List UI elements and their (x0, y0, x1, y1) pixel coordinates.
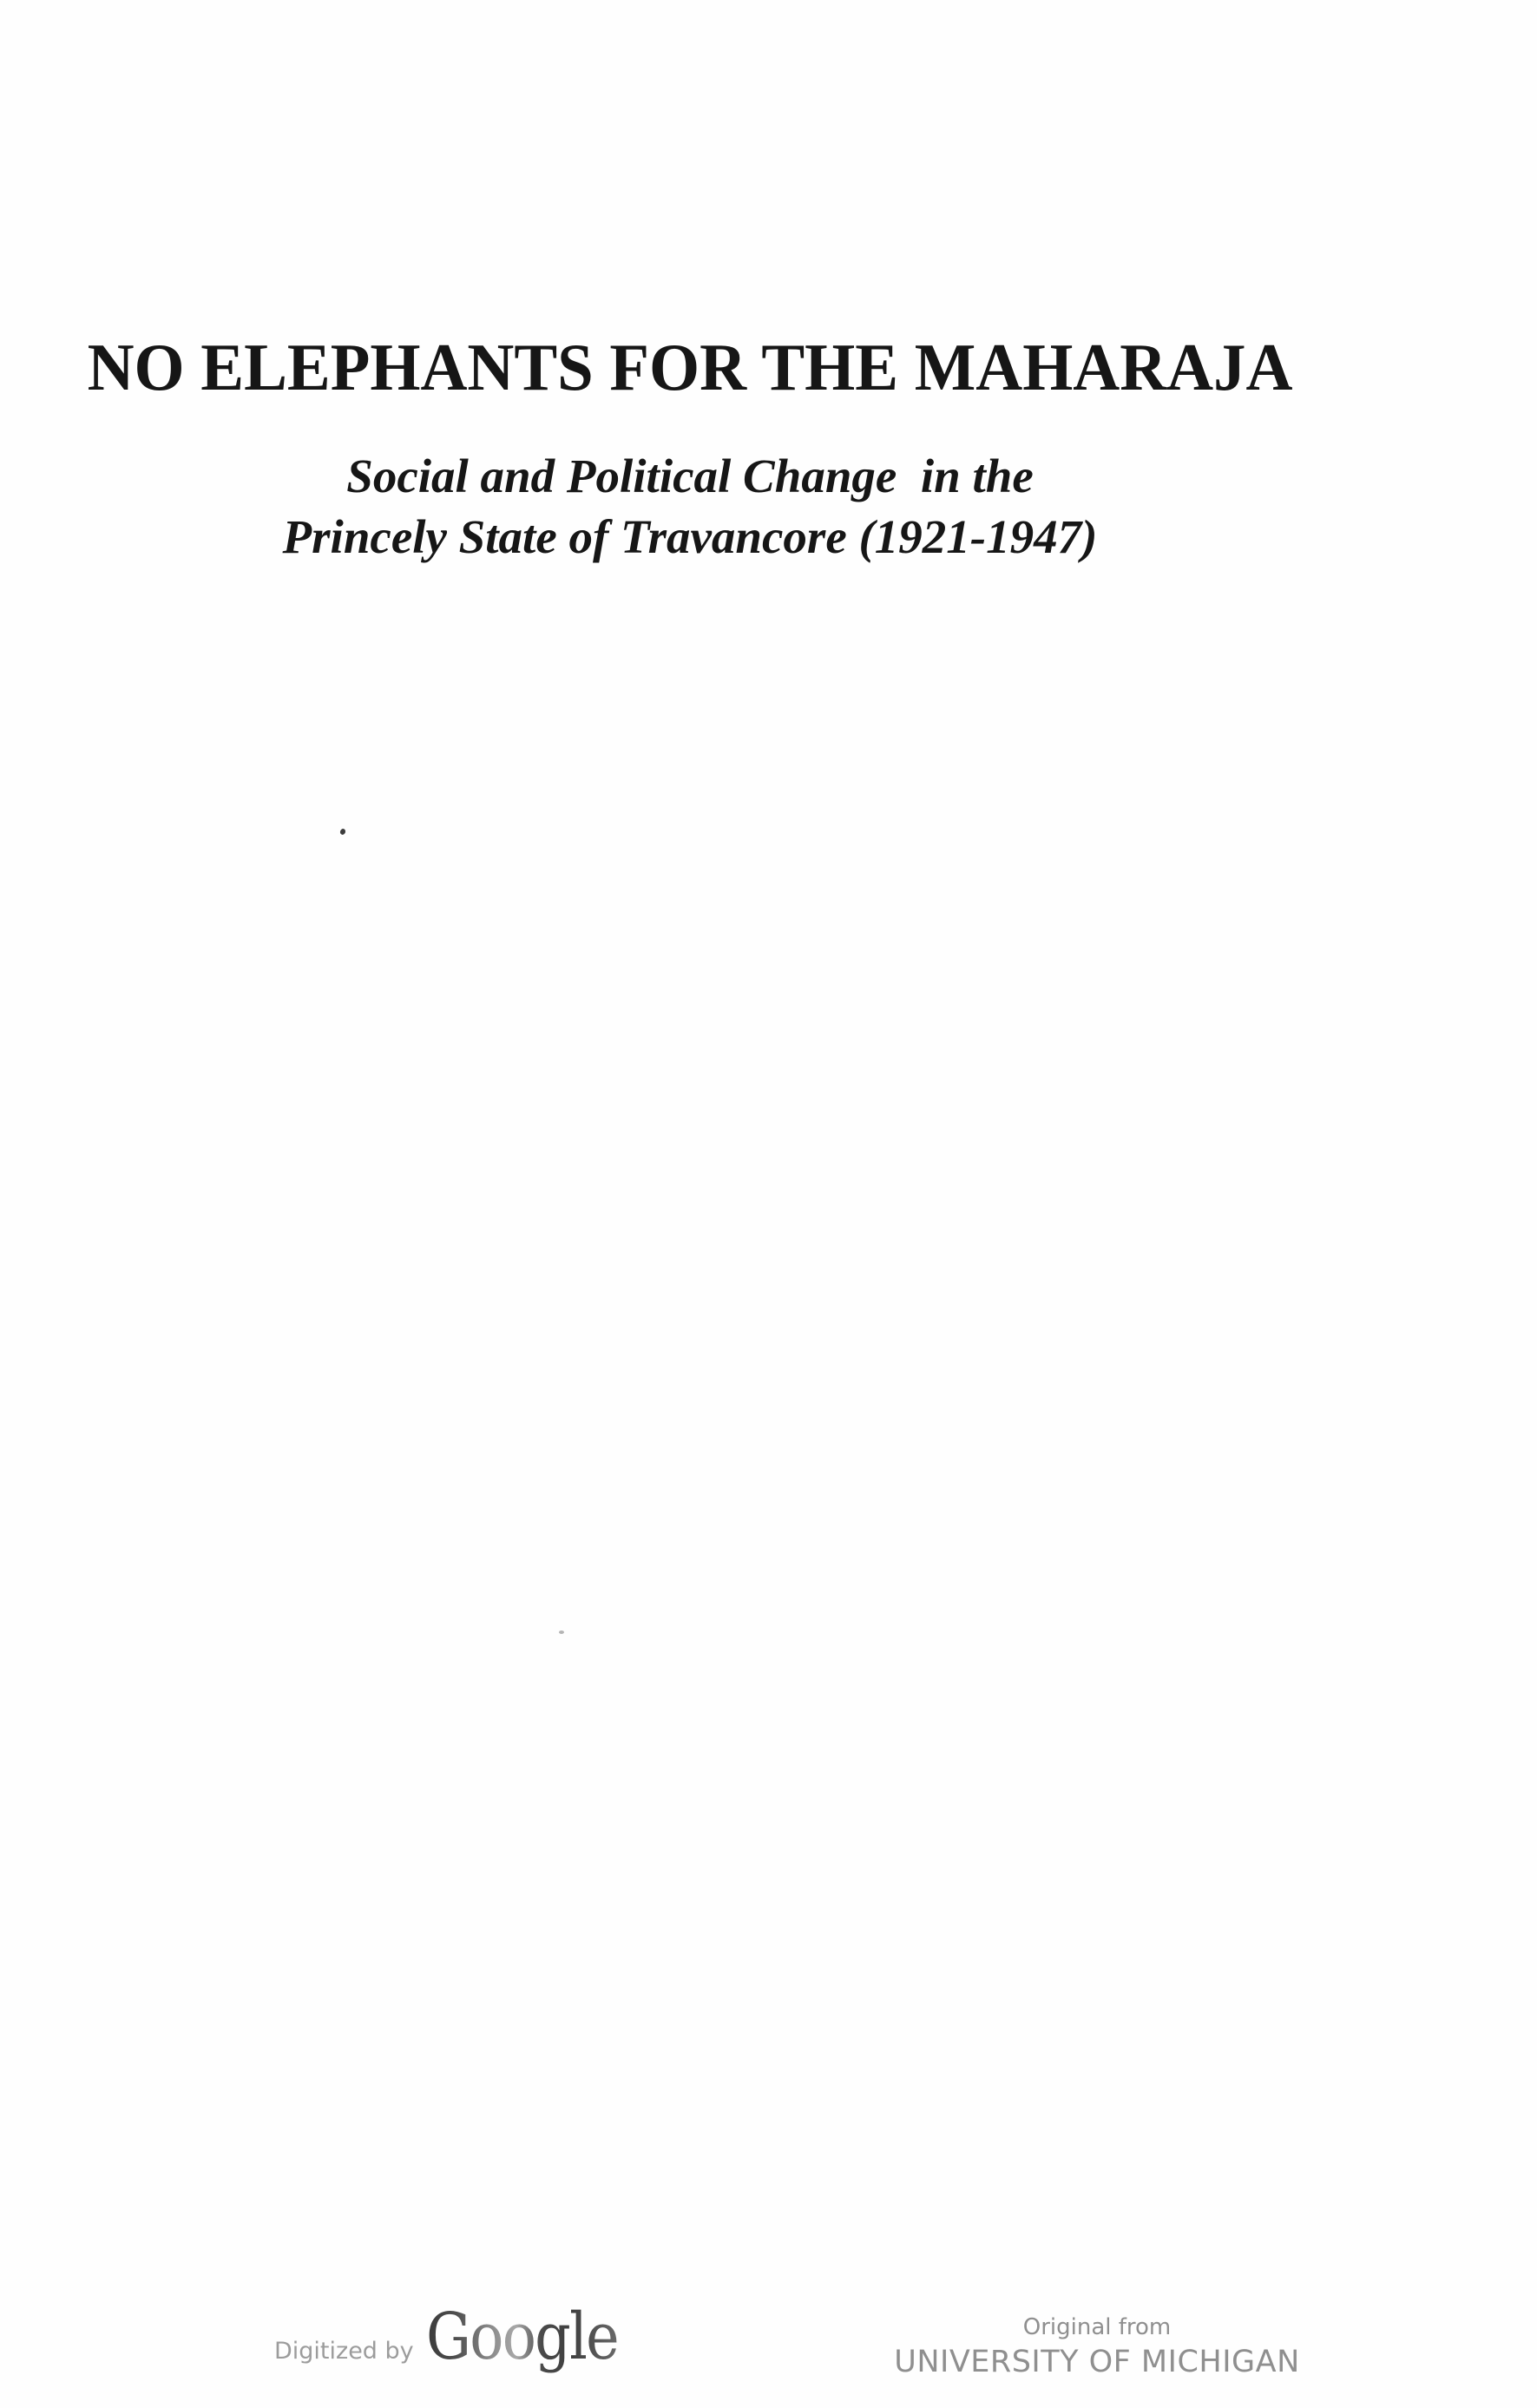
ink-speck-2 (559, 1630, 564, 1634)
book-subtitle (0, 446, 1380, 568)
digitized-by-label: Digitized by (274, 2338, 414, 2365)
google-logo: Google (425, 2300, 618, 2374)
book-title: NO ELEPHANTS FOR THE MAHARAJA (87, 330, 1293, 404)
ink-speck-1 (339, 828, 346, 836)
institution-label: UNIVERSITY OF MICHIGAN (894, 2345, 1300, 2379)
subtitle-line-1: Social and Political Change in the (346, 449, 1034, 502)
original-from-watermark (880, 2313, 1314, 2382)
subtitle-line-2: Princely State of Travancore (1921-1947) (282, 510, 1098, 563)
digitized-by-google-watermark (274, 2300, 644, 2374)
original-from-label: Original from (1022, 2314, 1172, 2340)
